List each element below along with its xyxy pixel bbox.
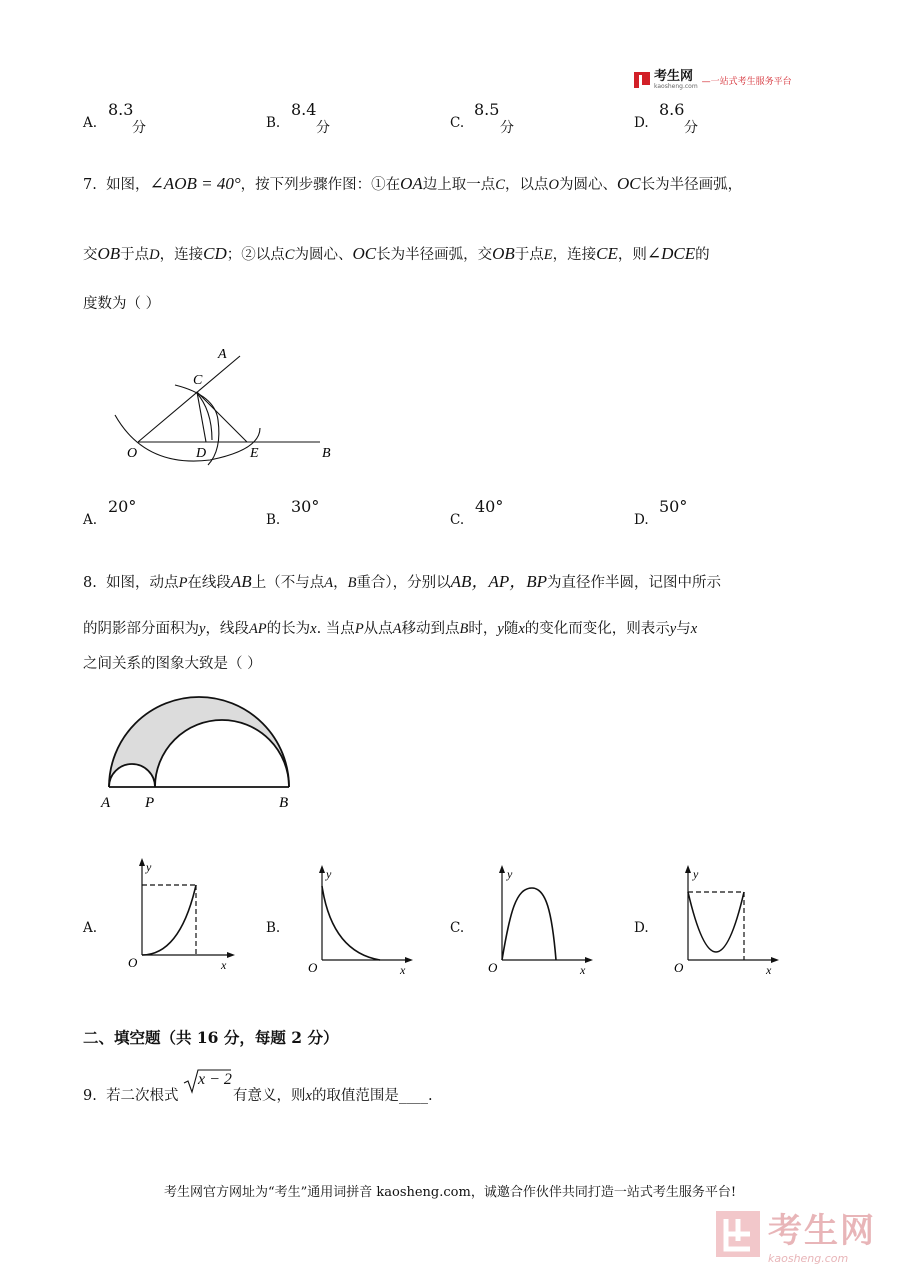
logo-slogan: —一站式考生服务平台 [701, 76, 792, 87]
q7-text: 于点 [120, 247, 150, 263]
q8-graph-d [666, 862, 781, 982]
q7-segment-ob: OB [492, 244, 515, 263]
label-o: O [308, 960, 318, 975]
q6-option-d-unit: 分 [684, 120, 698, 136]
q7-option-c-value: 40° [475, 497, 504, 516]
y-arrow-icon [319, 865, 325, 873]
q7-angle-aob: ∠AOB = 40° [149, 174, 241, 193]
kaosheng-logo-icon [634, 72, 650, 88]
label-y: y [146, 860, 152, 874]
q8-option-a-label: A. [83, 920, 98, 936]
q9-text: 的取值范围是 [311, 1088, 399, 1104]
q8-text: 如图，动点 [106, 575, 179, 591]
label-b: B [322, 446, 331, 461]
q7-point-e: E [543, 247, 553, 263]
q7-text: ，连接 [552, 247, 597, 263]
label-y: y [326, 867, 332, 881]
q7-angle-dce: ∠DCE [646, 244, 696, 263]
logo-slogan-text: 一站式考生服务平台 [710, 76, 792, 87]
q7-segment-ce: CE [596, 244, 618, 263]
watermark-text: 考生网 [768, 1211, 876, 1251]
q7-option-d-value: 50° [659, 497, 688, 516]
q7-text: 为圆心、 [294, 247, 353, 263]
q7-text: 长为半径画弧， [640, 177, 743, 193]
q8-text: 从点 [363, 621, 393, 637]
q8-text: 重合），分别以 [356, 575, 451, 591]
label-o: O [674, 960, 684, 975]
q8-figure [95, 695, 310, 815]
q8-point-a: A [324, 575, 334, 591]
x-arrow-icon [227, 952, 235, 958]
ray-oa [138, 356, 240, 442]
q6-option-c-label: C. [450, 115, 465, 131]
curve [688, 892, 744, 952]
label-a: A [218, 347, 227, 362]
watermark [716, 1203, 876, 1265]
q8-line-2 [83, 617, 697, 638]
label-o: O [128, 955, 138, 970]
y-arrow-icon [139, 858, 145, 866]
logo-domain: kaosheng.com [654, 83, 698, 90]
kaosheng-watermark-icon [716, 1211, 760, 1257]
q8-number: 8. [83, 575, 97, 591]
q7-text: 长为半径画弧，交 [376, 247, 493, 263]
watermark-text-group [768, 1203, 876, 1265]
q8-var-x: x [310, 621, 317, 637]
q7-segment-oc: OC [352, 244, 377, 263]
shaded-region [109, 697, 289, 787]
q6-option-c-value: 8.5 [474, 100, 500, 119]
x-arrow-icon [405, 957, 413, 963]
label-x: x [400, 963, 406, 977]
logo-text-group [654, 70, 698, 90]
q9-text: 有意义，则 [233, 1088, 306, 1104]
q7-segment-ob: OB [97, 244, 121, 263]
q8-var-y: y [669, 621, 677, 637]
q7-number: 7. [83, 177, 97, 193]
q6-option-a-unit: 分 [132, 120, 146, 136]
label-c: C [193, 373, 203, 388]
q8-text: ，线段 [205, 621, 249, 637]
label-e: E [250, 446, 259, 461]
q9-text: . [427, 1088, 433, 1104]
q7-point-d: D [149, 247, 160, 263]
q8-var-x: x [518, 621, 525, 637]
q8-var-y: y [497, 621, 504, 637]
q8-point-b: B [459, 621, 469, 637]
label-x: x [580, 963, 586, 977]
q8-text: 为直径作半圆，记图中所示 [546, 575, 721, 591]
q8-point-p: P [178, 575, 188, 591]
q8-var-x: x [690, 621, 698, 637]
q8-option-d-label: D. [634, 920, 649, 936]
label-p: P [145, 795, 155, 811]
q8-text: 随 [503, 621, 519, 637]
q7-point-c: C [284, 247, 295, 263]
q6-option-b-value: 8.4 [291, 100, 317, 119]
q7-point-o: O [548, 177, 559, 193]
q8-line-3: 之间关系的图象大致是（ ） [83, 656, 262, 672]
q9-var-x: x [305, 1088, 312, 1104]
q7-text: 于点 [514, 247, 544, 263]
label-y: y [693, 867, 699, 881]
q7-text: ，以点 [504, 177, 549, 193]
q9-line-rest [233, 1084, 433, 1105]
y-arrow-icon [499, 865, 505, 873]
q7-option-d-label: D. [634, 512, 649, 528]
q8-text: 的变化而变化，则表示 [524, 621, 670, 637]
q8-text: 时， [468, 621, 498, 637]
label-d: D [196, 446, 207, 461]
footer-text: 考生网官方网址为“考生”通用词拼音 kaosheng.com，诚邀合作伙伴共同打造一站式考生服务平台! [163, 1185, 737, 1200]
x-arrow-icon [585, 957, 593, 963]
q8-text: 在线段 [187, 575, 231, 591]
section-heading: 二、填空题（共 16 分，每题 2 分） [83, 1028, 339, 1047]
q8-text: 的长为 [266, 621, 311, 637]
q7-text: ，则 [617, 247, 647, 263]
q7-option-a-label: A. [83, 512, 98, 528]
q8-option-c-label: C. [450, 920, 465, 936]
q7-segment-cd: CD [203, 244, 227, 263]
q9-text: 若二次根式 [106, 1088, 179, 1104]
q7-text: 边上取一点 [422, 177, 496, 193]
q8-text: 移动到点 [401, 621, 460, 637]
q6-option-a-label: A. [83, 115, 98, 131]
curve [502, 888, 556, 960]
q6-option-b-unit: 分 [316, 120, 330, 136]
watermark-domain: kaosheng.com [768, 1252, 849, 1265]
q8-point-b: B [347, 575, 357, 591]
q7-segment-oa: OA [400, 174, 423, 193]
header-logo [634, 70, 792, 90]
q8-graph-b [300, 862, 415, 982]
q6-option-a-value: 8.3 [108, 100, 134, 119]
q8-text: 与 [676, 621, 691, 637]
curve [142, 885, 196, 955]
q8-segment-ap: AP [248, 621, 267, 637]
y-arrow-icon [685, 865, 691, 873]
label-x: x [221, 958, 227, 972]
q7-option-b-value: 30° [291, 497, 320, 516]
q9-answer-blank[interactable]: ____ [398, 1088, 428, 1104]
q7-segment-oc: OC [616, 174, 641, 193]
q7-figure [100, 340, 350, 470]
q9-radicand: x − 2 [198, 1071, 232, 1088]
q8-text: . 当点 [316, 621, 355, 637]
q6-option-c-unit: 分 [500, 120, 514, 136]
q7-option-b-label: B. [266, 512, 281, 528]
q7-text: ，按下列步骤作图：①在 [240, 177, 401, 193]
q7-line-1 [83, 173, 742, 194]
q7-line-3: 度数为（ ） [83, 296, 161, 312]
q7-text: ；②以点 [226, 247, 285, 263]
q7-option-a-value: 20° [108, 497, 137, 516]
q6-option-b-label: B. [266, 115, 281, 131]
logo-name: 考生网 [654, 69, 694, 84]
q7-line-2 [83, 243, 710, 264]
q8-text: 上（不与点 [251, 575, 325, 591]
q8-segment-ab: AB [230, 572, 252, 591]
q9-line [83, 1084, 179, 1105]
x-arrow-icon [771, 957, 779, 963]
label-o: O [127, 446, 138, 461]
label-o: O [488, 960, 498, 975]
q8-point-a: A [392, 621, 402, 637]
q7-text: ，连接 [159, 247, 204, 263]
q9-number: 9. [83, 1088, 97, 1104]
q8-point-p: P [354, 621, 364, 637]
q8-var-y: y [199, 621, 206, 637]
q7-point-c: C [495, 177, 505, 193]
q8-graph-a [120, 855, 235, 975]
q7-text: 为圆心、 [558, 177, 617, 193]
label-b: B [279, 795, 289, 811]
q7-text: 如图， [106, 177, 150, 193]
q8-graph-c [480, 862, 595, 982]
q8-option-b-label: B. [266, 920, 281, 936]
label-x: x [766, 963, 772, 977]
q7-text: 的 [695, 247, 710, 263]
q8-text: ， [333, 575, 348, 591]
label-a: A [101, 795, 111, 811]
q8-line-1 [83, 567, 721, 592]
q7-option-c-label: C. [450, 512, 465, 528]
q6-option-d-value: 8.6 [659, 100, 685, 119]
q7-text: 交 [83, 247, 98, 263]
q6-option-d-label: D. [634, 115, 649, 131]
q8-diameters: AB，AP，BP [450, 572, 547, 591]
label-y: y [507, 867, 513, 881]
curve [322, 886, 380, 960]
q8-text: 的阴影部分面积为 [83, 621, 199, 637]
